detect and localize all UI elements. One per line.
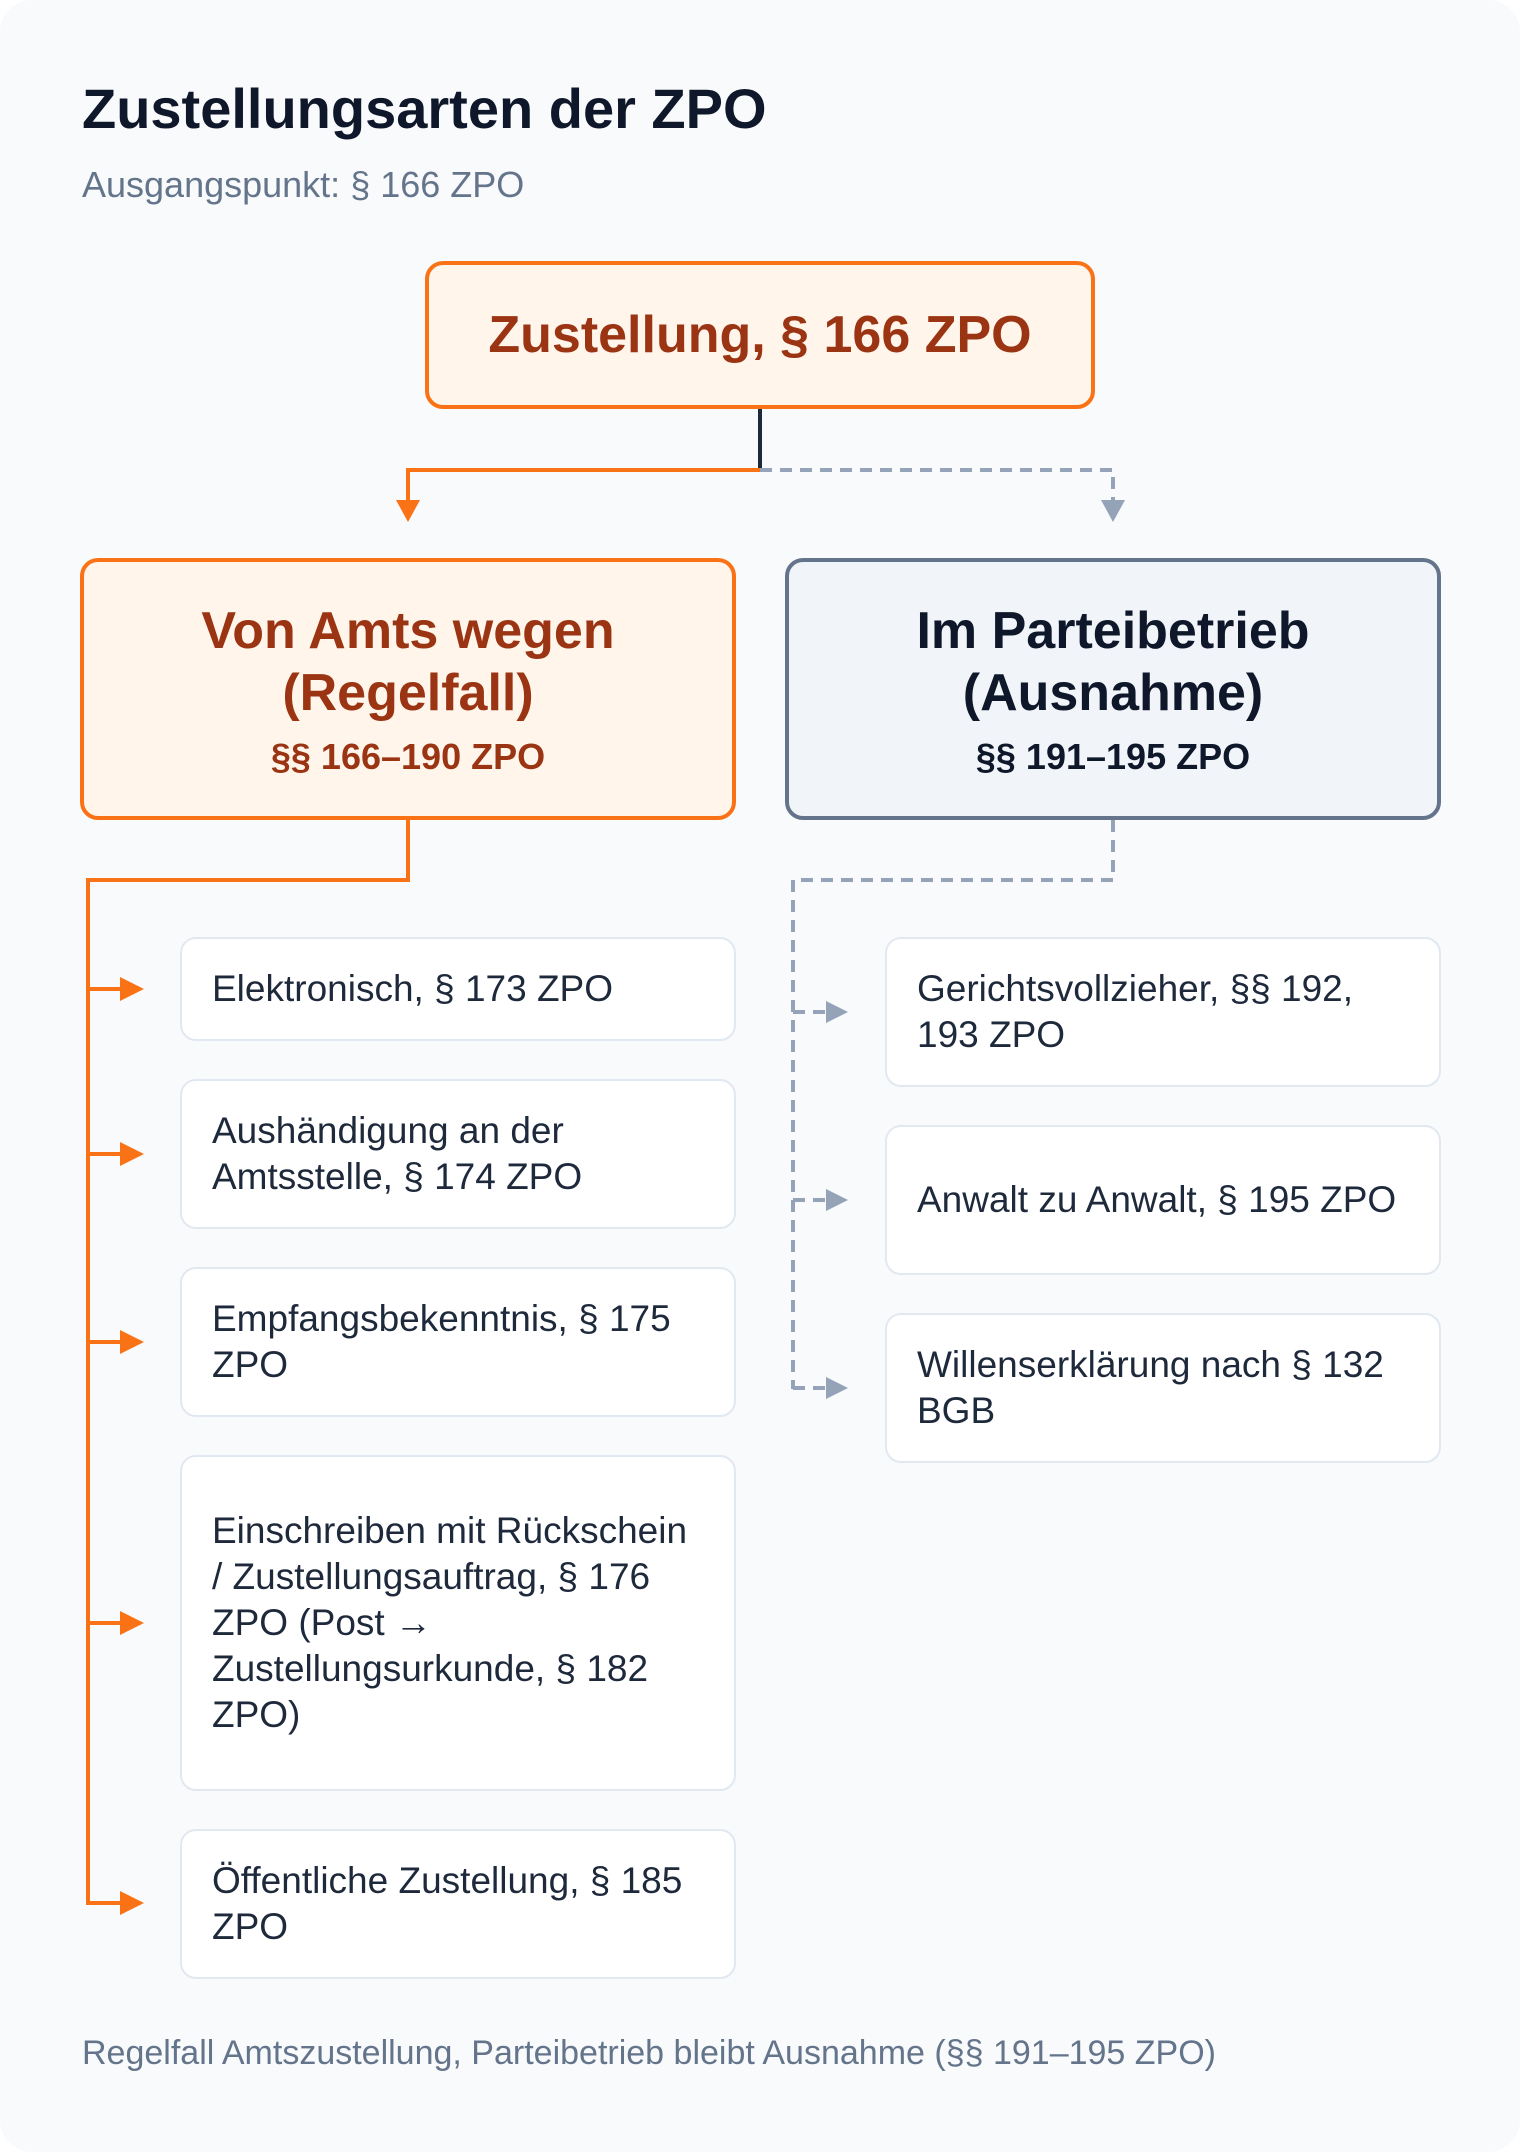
official-item-public <box>180 1829 736 1979</box>
branch-party <box>785 558 1441 820</box>
branch-party-ref: §§ 191–195 ZPO <box>975 736 1251 777</box>
party-item-declaration <box>885 1313 1441 1463</box>
official-item-arrows <box>88 977 144 1915</box>
leaf-label: Empfangsbekenntnis, § 175 ZPO <box>212 1298 671 1385</box>
party-item-bailiff <box>885 937 1441 1087</box>
leaf-label: Öffentliche Zustellung, § 185 ZPO <box>212 1860 683 1947</box>
footer-note: Regelfall Amtszustellung, Parteibetrieb bleibt Ausnahme (§§ 191–195 ZPO) <box>82 2034 1216 2072</box>
leaf-label: Gerichtsvollzieher, §§ 192, 193 ZPO <box>917 968 1354 1055</box>
branch-official <box>80 558 736 820</box>
root-node <box>425 261 1095 409</box>
page-title: Zustellungsarten der ZPO <box>82 77 767 140</box>
leaf-label: Anwalt zu Anwalt, § 195 ZPO <box>917 1179 1397 1220</box>
root-label: Zustellung, § 166 ZPO <box>488 306 1032 364</box>
official-item-electronic <box>180 937 736 1041</box>
party-item-lawyer <box>885 1125 1441 1275</box>
official-arrowhead <box>396 500 420 522</box>
official-item-registered-mail <box>180 1455 736 1791</box>
party-item-arrows <box>793 1001 848 1399</box>
page-subtitle: Ausgangspunkt: § 166 ZPO <box>82 164 525 205</box>
leaf-label: Willenserklärung nach § 132 BGB <box>917 1344 1384 1431</box>
official-item-handover <box>180 1079 736 1229</box>
branch-official-ref: §§ 166–190 ZPO <box>270 736 546 777</box>
branch-official-title: Von Amts wegen (Regelfall) <box>201 602 615 722</box>
leaf-label: Einschreiben mit Rückschein / Zustellungsauftrag, § 176 ZPO (Post → Zustellungsurkunde, § 182 ZPO) <box>212 1510 688 1735</box>
party-spine <box>793 820 1113 1389</box>
branch-party-title: Im Parteibetrieb (Ausnahme) <box>916 602 1310 722</box>
party-arrowhead <box>1101 500 1125 522</box>
root-to-party-connector <box>760 470 1113 506</box>
official-item-acknowledgment <box>180 1267 736 1417</box>
root-to-official-connector <box>408 470 760 506</box>
leaf-label: Elektronisch, § 173 ZPO <box>212 968 614 1009</box>
leaf-label: Aushändigung an der Amtsstelle, § 174 ZPO <box>212 1110 583 1197</box>
